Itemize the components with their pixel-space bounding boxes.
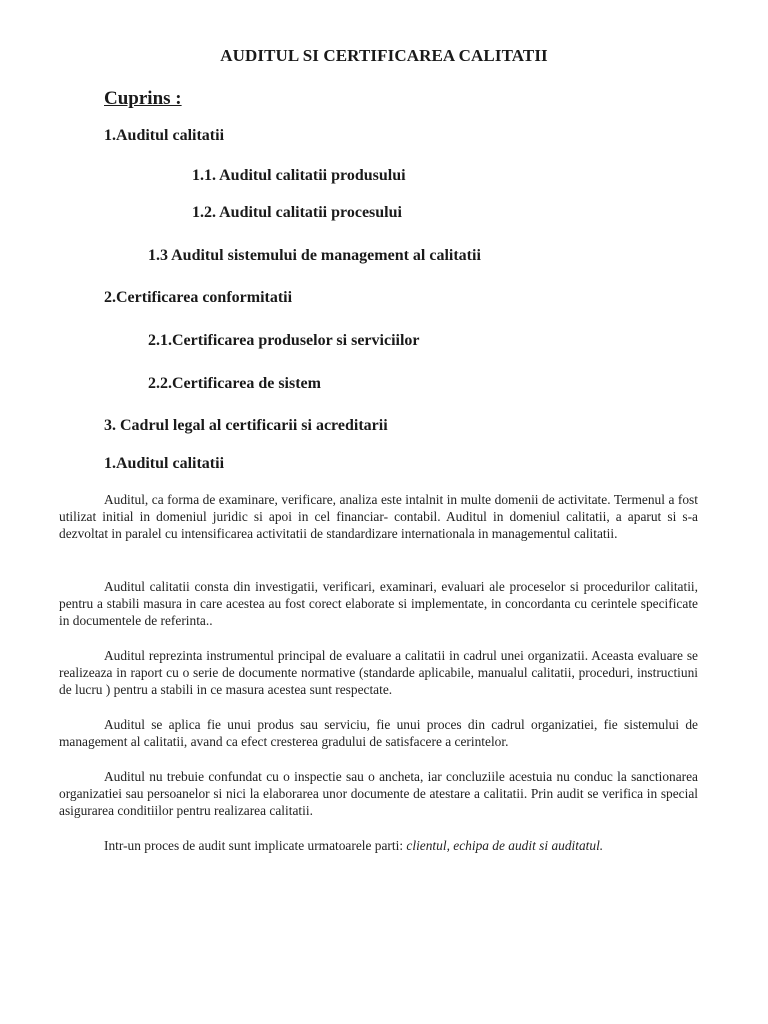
paragraph-6-italic: clientul, echipa de audit si auditatul. [406,838,604,853]
paragraph-6 [59,837,698,854]
paragraph-6-lead: Intr-un proces de audit sunt implicate urmatoarele parti: [104,838,407,853]
paragraph-3: Auditul reprezinta instrumentul principal de evaluare a calitatii in cadrul unei organizatii. Aceasta evaluare se realizeaza in raport cu o serie de documente normative (standarde aplicabile, manualul calitatii, proceduri, instructiuni de lucru ) pentru a stabili in ce masura acestea sunt respectate. [59,648,698,698]
paragraph-5: Auditul nu trebuie confundat cu o inspectie sau o ancheta, iar concluziile acestuia nu conduc la sanctionarea organizatiei sau persoanelor si nici la elaborarea unor documente de atestare a calitatii. Prin audit se verifica in special asigurarea conditiilor pentru realizarea calitatii. [59,769,698,819]
toc-item-2-2: 2.2.Certificarea de sistem [148,375,321,392]
toc-item-1: 1.Auditul calitatii [104,127,225,144]
toc-item-3: 3. Cadrul legal al certificarii si acreditarii [104,417,388,434]
paragraph-2: Auditul calitatii consta din investigatii, verificari, examinari, evaluari ale proceselor si procedurilor calitatii, pentru a stabili masura in care acestea au fost corect elaborate si implementate, in concordanta cu cerintele specificate in documentele de referinta.. [59,579,698,629]
toc-heading: Cuprins : [104,88,182,109]
paragraph-4: Auditul se aplica fie unui produs sau serviciu, fie unui proces din cadrul organizatiei, fie sistemului de management al calitatii, avand ca efect cresterea gradului de satisfacere a cerintelor. [59,717,698,750]
toc-item-2-1: 2.1.Certificarea produselor si serviciilor [148,332,420,349]
toc-item-2: 2.Certificarea conformitatii [104,289,293,306]
toc-item-1-2: 1.2. Auditul calitatii procesului [192,204,402,221]
toc-item-1-1: 1.1. Auditul calitatii produsului [192,167,406,184]
paragraph-1: Auditul, ca forma de examinare, verificare, analiza este intalnit in multe domenii de activitate. Termenul a fost utilizat initial in domeniul juridic si apoi in cel financiar- contabil. Auditul in domeniul calitatii, a aparut si s-a dezvoltat in paralel cu intensificarea activitatii de standardizare internationala in managementul calitatii. [59,492,698,542]
toc-item-1-3: 1.3 Auditul sistemului de management al calitatii [148,247,481,264]
document-title: AUDITUL SI CERTIFICAREA CALITATII [220,46,548,65]
section-heading: 1.Auditul calitatii [104,455,225,472]
